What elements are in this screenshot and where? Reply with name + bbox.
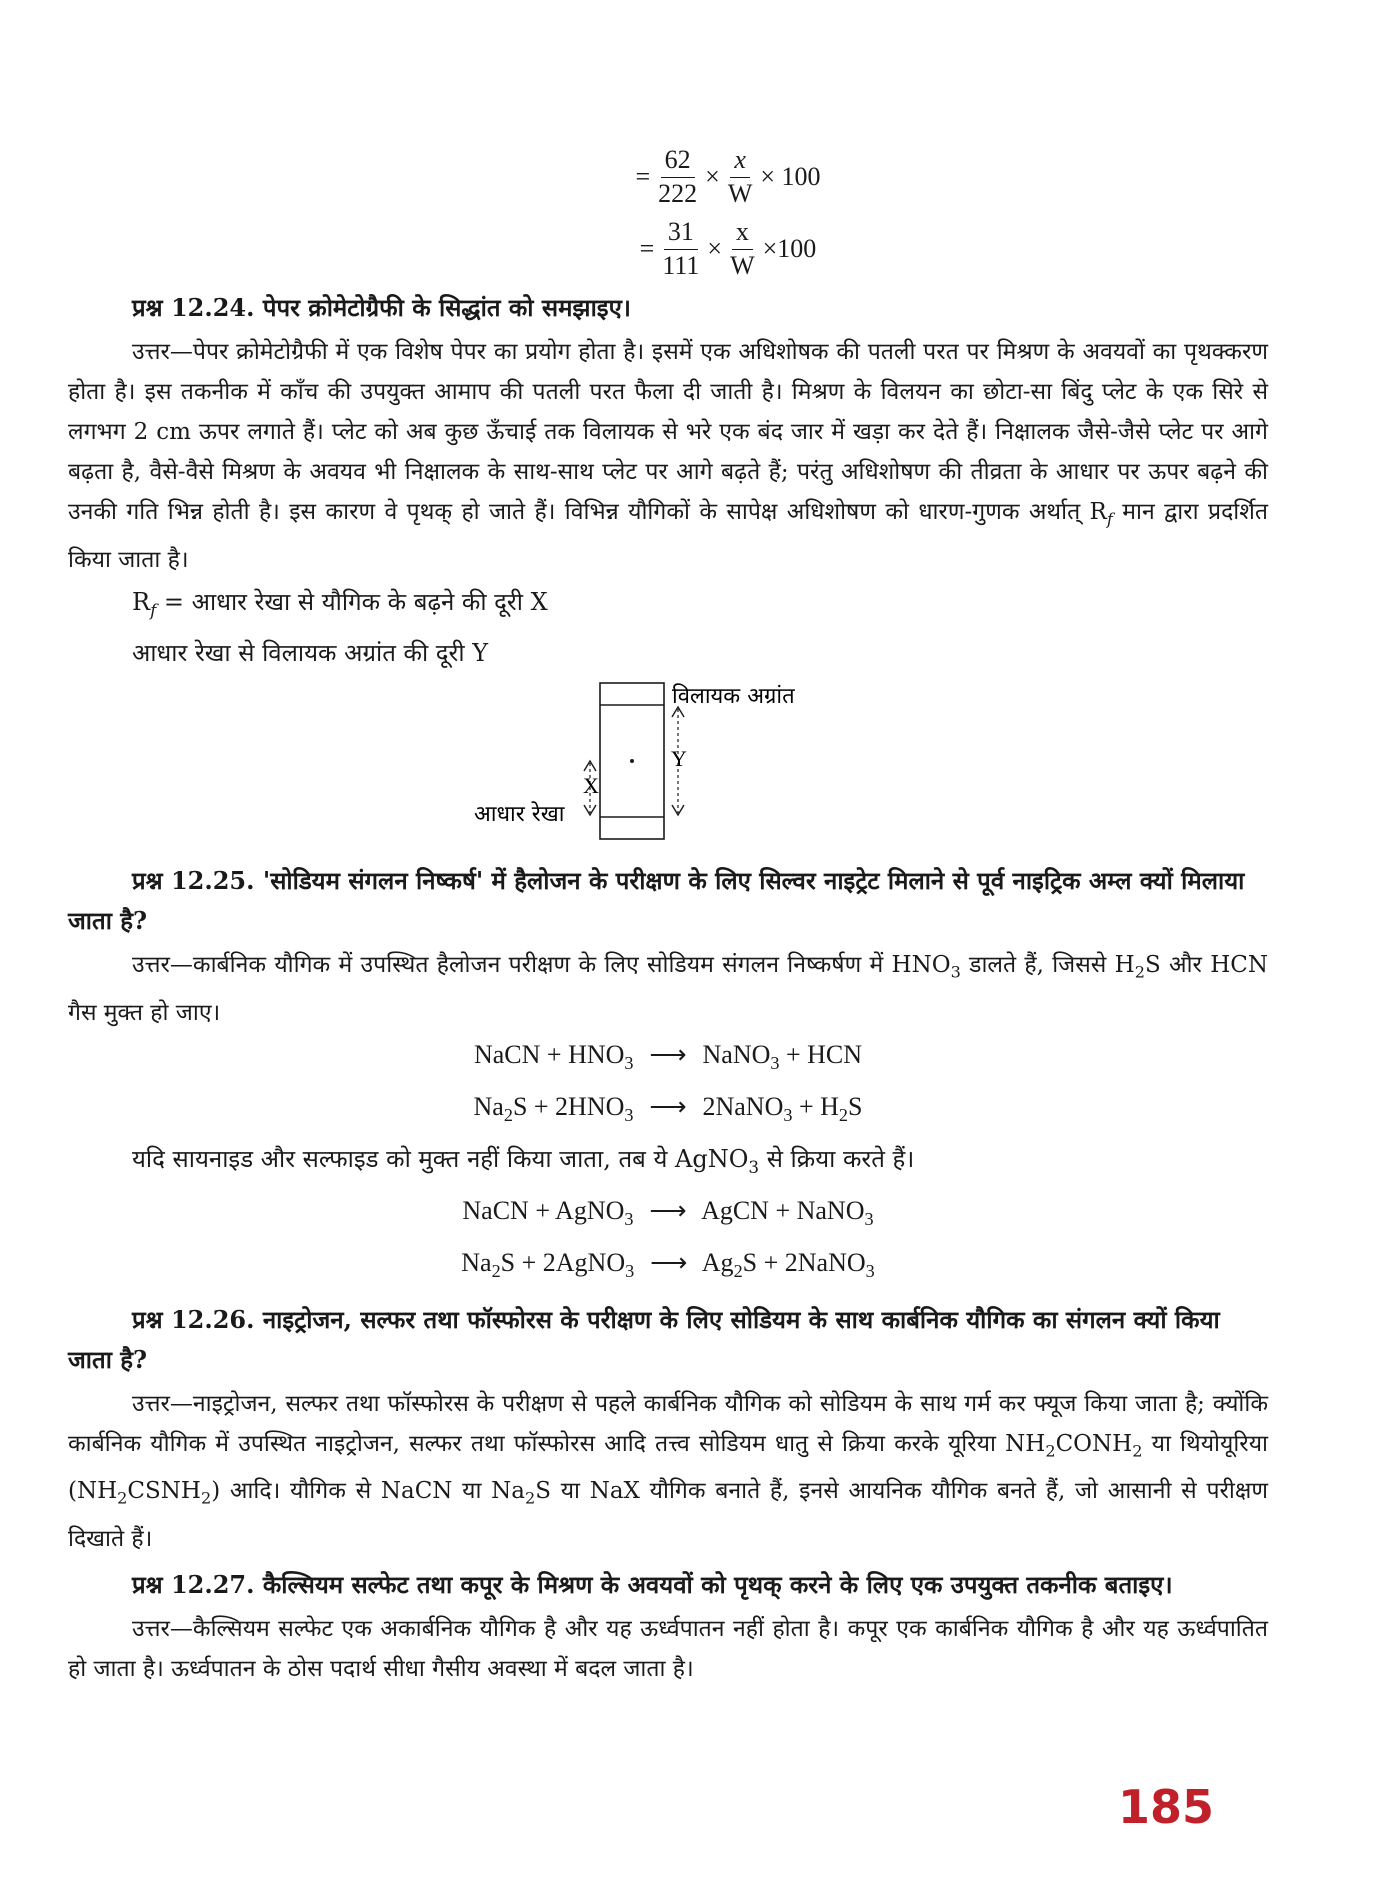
- subscript: 3: [748, 1157, 760, 1178]
- products: 2NaNO: [702, 1092, 784, 1122]
- products: + HCN: [779, 1039, 863, 1069]
- reaction-4: [68, 1241, 1268, 1293]
- reaction-2: [68, 1085, 1268, 1137]
- subscript: 3: [624, 1105, 634, 1126]
- page-content: [68, 140, 1268, 1689]
- rf-definition-text: = आधार रेखा से यौगिक के बढ़ने की दूरी X: [156, 587, 548, 616]
- solvent-front-label: विलायक अग्रांत: [672, 684, 795, 710]
- times-sign: ×: [707, 233, 723, 263]
- subscript: 3: [770, 1053, 780, 1074]
- x-label: X: [583, 773, 599, 799]
- times-sign: ×: [705, 161, 720, 191]
- question-12-27: प्रश्न 12.27. कैल्सियम सल्फेट तथा कपूर के मिश्रण के अवयवों को पृथक् करने के लिए एक उपयुक्त तकनीक बताइए।: [132, 1569, 1173, 1599]
- denominator: W: [730, 250, 755, 280]
- reaction-3: [68, 1189, 1268, 1241]
- answer-12-25: [68, 945, 1268, 1033]
- answer-text: उत्तर—पेपर क्रोमेटोग्रैफी में एक विशेष पेपर का प्रयोग होता है। इसमें एक अधिशोषक की पतली परत पर मिश्रण के अवयवों का पृथक्करण होता है। इस तकनीक में काँच की उपयुक्त आमाप की पतली परत फैला दी जाती है। मिश्रण के विलयन का छोटा-सा बिंदु प्लेट के एक सिरे से लगभग 2 cm ऊपर लगाते हैं। प्लेट को अब कुछ ऊँचाई तक विलायक से भरे एक बंद जार में खड़ा कर देते हैं। निक्षालक जैसे-जैसे प्लेट पर आगे बढ़ता है, वैसे-वैसे मिश्रण के अवयव भी निक्षालक के साथ-साथ प्लेट पर आगे बढ़ते हैं; परंतु अधिशोषण की तीव्रता के आधार पर ऊपर बढ़ने की उनकी गति भिन्न होती है। इस कारण वे पृथक् हो जाते हैं। विभिन्न यौगिकों के सापेक्ष अधिशोषण को धारण-गुणक अर्थात् R: [68, 339, 1268, 525]
- chromatography-plate-figure: [68, 681, 1268, 851]
- rf-definition-line-1: [132, 580, 1268, 632]
- products: AgCN + NaNO: [701, 1196, 865, 1226]
- reactants: Na: [473, 1092, 504, 1122]
- equation-line-2: [188, 216, 1268, 282]
- subscript: 2: [1045, 1441, 1056, 1461]
- reaction-arrow-icon: ⟶: [649, 1092, 687, 1122]
- rf-symbol: R: [132, 587, 151, 616]
- products: + H: [792, 1092, 839, 1122]
- numerator: 31: [664, 216, 698, 250]
- reactants: Na: [461, 1248, 492, 1278]
- subscript: 3: [625, 1261, 635, 1282]
- answer-text: CONH: [1055, 1430, 1133, 1457]
- equals-sign: =: [639, 233, 655, 263]
- answer-text: डालते हैं, जिससे H: [960, 952, 1135, 979]
- subscript: 2: [491, 1261, 501, 1282]
- reactants: NaCN + AgNO: [462, 1196, 625, 1226]
- answer-text: से क्रिया करते हैं।: [759, 1145, 915, 1174]
- subscript: 3: [865, 1261, 875, 1282]
- subscript: 3: [783, 1105, 793, 1126]
- reaction-arrow-icon: ⟶: [649, 1196, 687, 1226]
- equation-tail: × 100: [760, 161, 821, 191]
- sample-spot: [630, 759, 634, 763]
- chromatography-diagram: [68, 681, 1268, 851]
- answer-text: उत्तर—कार्बनिक यौगिक में उपस्थित हैलोजन परीक्षण के लिए सोडियम संगलन निष्कर्षण में HNO: [132, 952, 951, 979]
- answer-12-25-middle: [132, 1137, 1268, 1189]
- answer-text: S या NaX यौगिक बनाते हैं, इनसे आयनिक यौगिक बनते हैं, जो आसानी से परीक्षण दिखाते हैं।: [68, 1478, 1268, 1552]
- base-line-label: आधार रेखा: [474, 802, 565, 828]
- fraction: [658, 216, 703, 282]
- question-12-24: प्रश्न 12.24. पेपर क्रोमेटोग्रैफी के सिद्धांत को समझाइए।: [132, 293, 631, 322]
- subscript: 3: [624, 1053, 634, 1074]
- subscript: 3: [950, 962, 961, 982]
- products: NaNO: [702, 1039, 771, 1069]
- y-label: Y: [671, 746, 687, 772]
- question-12-25: प्रश्न 12.25. 'सोडियम संगलन निष्कर्ष' में हैलोजन के परीक्षण के लिए सिल्वर नाइट्रेट मिलाने से पूर्व नाइट्रिक अम्ल क्यों मिलाया जाता है?: [68, 866, 1245, 936]
- products: S + 2NaNO: [742, 1248, 866, 1278]
- reactants: S + 2AgNO: [500, 1248, 626, 1278]
- answer-12-27: उत्तर—कैल्सियम सल्फेट एक अकार्बनिक यौगिक है और यह ऊर्ध्वपातन नहीं होता है। कपूर एक कार्बनिक यौगिक है और यह ऊर्ध्वपातित हो जाता है। ऊर्ध्वपातन के ठोस पदार्थ सीधा गैसीय अवस्था में बदल जाता है।: [68, 1615, 1268, 1682]
- answer-text: उत्तर—नाइट्रोजन, सल्फर तथा फॉस्फोरस के परीक्षण से पहले कार्बनिक यौगिक को सोडियम के साथ गर्म कर फ्यूज किया जाता है; क्योंकि कार्बनिक यौगिक में उपस्थित नाइट्रोजन, सल्फर तथा फॉस्फोरस आदि तत्त्व सोडियम धातु से क्रिया करके यूरिया NH: [68, 1390, 1268, 1457]
- reaction-1: [68, 1033, 1268, 1085]
- reaction-arrow-icon: ⟶: [649, 1039, 687, 1069]
- denominator: 222: [658, 178, 698, 208]
- reactants: NaCN + HNO: [473, 1039, 625, 1069]
- subscript: 2: [524, 1488, 536, 1508]
- question-12-26: प्रश्न 12.26. नाइट्रोजन, सल्फर तथा फॉस्फोरस के परीक्षण के लिए सोडियम के साथ कार्बनिक यौगिक का संगलन क्यों किया जाता है?: [68, 1304, 1220, 1374]
- answer-text: S और HCN गैस मुक्त हो जाए।: [68, 952, 1268, 1026]
- subscript: 2: [1132, 1441, 1143, 1461]
- answer-text: ) आदि। यौगिक से NaCN या Na: [211, 1478, 525, 1505]
- subscript: 3: [864, 1209, 874, 1230]
- reaction-arrow-icon: ⟶: [650, 1248, 688, 1278]
- subscript: 2: [1134, 962, 1145, 982]
- subscript: 2: [117, 1488, 128, 1508]
- equation-tail: ×100: [762, 233, 817, 263]
- products: S: [848, 1092, 863, 1122]
- subscript: 2: [503, 1105, 513, 1126]
- subscript: f: [150, 599, 157, 620]
- products: Ag: [701, 1248, 734, 1278]
- denominator: W: [727, 178, 753, 208]
- subscript: 2: [838, 1105, 848, 1126]
- numerator: 62: [661, 144, 695, 178]
- fraction: [724, 144, 757, 210]
- reactants: S + 2HNO: [512, 1092, 625, 1122]
- subscript: f: [1106, 509, 1113, 529]
- rf-definition-line-2: आधार रेखा से विलायक अग्रांत की दूरी Y: [132, 639, 489, 668]
- subscript: 2: [733, 1261, 743, 1282]
- equals-sign: =: [635, 161, 651, 191]
- equation-line-1: [188, 144, 1268, 210]
- answer-12-26: [68, 1384, 1268, 1559]
- page-number: 185: [1118, 1780, 1215, 1834]
- subscript: 2: [200, 1488, 212, 1508]
- answer-text: CSNH: [127, 1478, 201, 1505]
- answer-text: या थियोयूरिया (NH: [68, 1430, 1269, 1505]
- numerator: x: [730, 144, 750, 178]
- fraction: [726, 216, 759, 282]
- fraction: [654, 144, 701, 210]
- answer-text-end: मान द्वारा प्रदर्शित किया जाता है।: [68, 499, 1268, 573]
- denominator: 111: [662, 250, 700, 280]
- answer-12-24: [68, 332, 1268, 580]
- answer-text: यदि सायनाइड और सल्फाइड को मुक्त नहीं किया जाता, तब ये AgNO: [132, 1145, 749, 1174]
- numerator: x: [732, 216, 753, 250]
- subscript: 3: [624, 1209, 634, 1230]
